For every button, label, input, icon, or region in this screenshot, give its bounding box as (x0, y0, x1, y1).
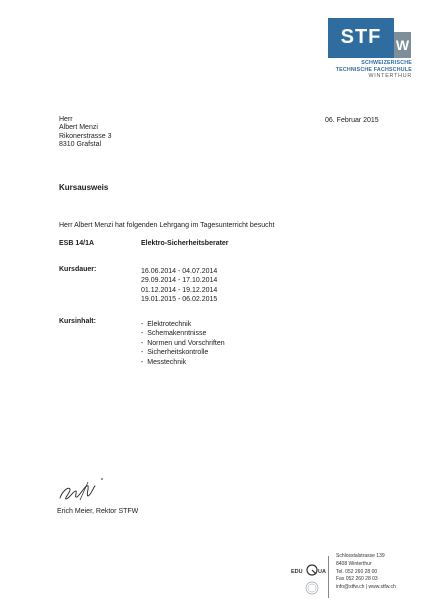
signature-scribble (50, 476, 110, 506)
eduqua-logo (288, 562, 330, 598)
list-item: - Messtechnik (141, 358, 225, 367)
course-code: ESB 14/1A (59, 240, 95, 247)
duration-label: Kursdauer: (59, 266, 97, 273)
list-item: - Normen und Vorschriften (141, 339, 225, 348)
recipient-address: Herr Albert Menzi Rikonerstrasse 3 8310 Grafstal (59, 116, 112, 149)
logo-letter-w: W (395, 37, 410, 53)
footer-address: Schlosstalstrasse 139 8408 Winterthur Tel. 052 260 28 00 Fax 052 260 28 03 info@stfw.ch | www.stfw.ch (336, 553, 396, 591)
list-item: - Elektrotechnik (141, 320, 225, 329)
footer-divider (328, 556, 329, 598)
list-item: - Schemakenntnisse (141, 329, 225, 338)
duration-period: 16.06.2014 - 04.07.2014 (141, 268, 218, 275)
page-title: Kursausweis (59, 183, 109, 192)
school-name: SCHWEIZERISCHE TECHNISCHE FACHSCHULE WINTERTHUR (335, 60, 412, 80)
list-item: - Sicherheitskontrolle (141, 348, 225, 357)
duration-period: 01.12.2014 - 19.12.2014 (141, 286, 218, 294)
signer-name: Erich Meier, Rektor STFW (57, 508, 139, 515)
logo-letters: STF (340, 26, 382, 48)
duration-period: 29.09.2014 - 17.10.2014 (141, 277, 218, 285)
duration-list (141, 267, 217, 305)
content-label: Kursinhalt: (59, 318, 96, 325)
svg-text:EDU: EDU (291, 569, 303, 575)
content-list (141, 320, 225, 367)
course-name: Elektro-Sicherheitsberater (141, 240, 229, 247)
svg-text:UA: UA (318, 569, 326, 575)
document-date: 06. Februar 2015 (325, 117, 379, 124)
duration-period: 19.01.2015 - 06.02.2015 (141, 296, 218, 304)
intro-text: Herr Albert Menzi hat folgenden Lehrgang im Tagesunterricht besucht (59, 222, 275, 229)
